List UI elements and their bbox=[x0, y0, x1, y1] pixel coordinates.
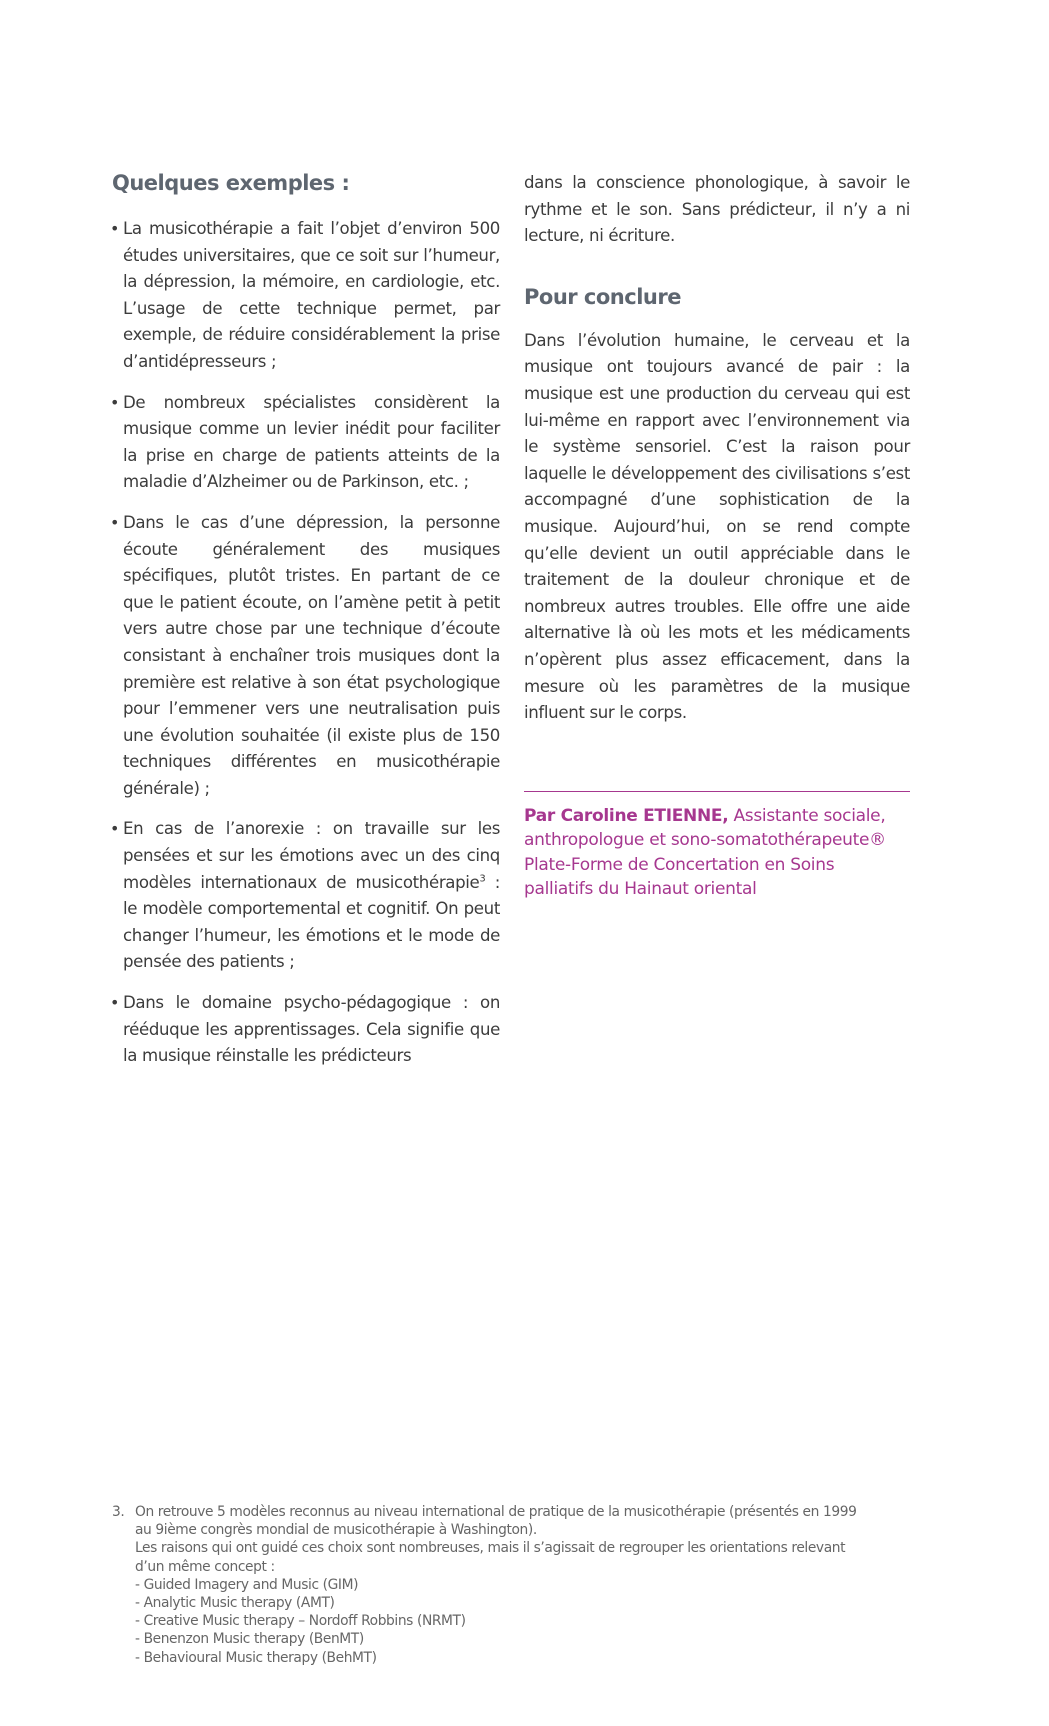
list-item-text-continued: : le modèle comportemental et cognitif. On peut changer l’humeur, les émotions et le mode de pensée des patients ; bbox=[123, 872, 500, 972]
list-item bbox=[112, 510, 500, 803]
bullet-marker: • bbox=[110, 993, 120, 1013]
examples-heading: Quelques exemples : bbox=[112, 171, 350, 195]
signature-line bbox=[524, 804, 910, 829]
footnote-reference: 3 bbox=[479, 873, 486, 885]
author-role: Assistante sociale, bbox=[728, 805, 886, 826]
list-item-text: La musicothérapie a fait l’objet d’environ 500 études universitaires, que ce soit sur l’humeur, la dépression, la mémoire, en cardiologie, etc. L’usage de cette technique permet, par exemple, de réduire considérablement la prise d’antidépresseurs ; bbox=[123, 219, 500, 371]
author-signature bbox=[524, 804, 910, 902]
footnote-line: d’un même concept : bbox=[135, 1558, 275, 1575]
footnote-body bbox=[135, 1503, 912, 1667]
footnote-line: - Behavioural Music therapy (BehMT) bbox=[135, 1649, 377, 1666]
footnote-line: - Guided Imagery and Music (GIM) bbox=[135, 1576, 359, 1593]
list-item-text: Dans le domaine psycho-pédagogique : on rééduque les apprentissages. Cela signifie que la musique réinstalle les prédicteurs bbox=[123, 993, 500, 1066]
author-name: Par Caroline ETIENNE, bbox=[524, 805, 729, 826]
bullet-marker: • bbox=[110, 512, 120, 532]
conclusion-paragraph: Dans l’évolution humaine, le cerveau et la musique ont toujours avancé de pair : la musique est une production du cerveau qui est lui-même en rapport avec l’environnement via le système sensoriel. C’est la raison pour laquelle le développement des civilisations s’est accompagné d’une sophistication de la musique. Aujourd’hui, on se rend compte qu’elle devient un outil appréciable dans le traitement de la douleur chronique et de nombreux autres troubles. Elle offre une aide alternative là où les mots et les médicaments n’opèrent plus assez efficacement, dans la mesure où les paramètres de la musique influent sur le corps. bbox=[524, 330, 910, 723]
footnote-line: Les raisons qui ont guidé ces choix sont nombreuses, mais il s’agissait de regrouper les orientations relevant bbox=[135, 1540, 846, 1557]
list-item-text: En cas de l’anorexie : on travaille sur les pensées et sur les émotions avec un des cinq modèles internationaux de musicothérapie bbox=[123, 819, 500, 892]
footnote-line: - Benenzon Music therapy (BenMT) bbox=[135, 1631, 364, 1648]
list-item-text: Dans le cas d’une dépression, la personne écoute généralement des musiques spécifiques, plutôt tristes. En partant de ce que le patient écoute, on l’amène petit à petit vers autre chose par une technique d’écoute consistant à enchaîner trois musiques dont la première est relative à son état psychologique pour l’emmener vers une neutralisation puis une évolution souhaitée (il existe plus de 150 techniques différentes en musicothérapie générale) ; bbox=[123, 512, 500, 798]
list-item bbox=[112, 216, 500, 376]
list-item bbox=[112, 816, 500, 976]
bullet-marker: • bbox=[110, 819, 120, 839]
footnote-number: 3. bbox=[112, 1504, 125, 1520]
bullet-marker: • bbox=[110, 392, 120, 412]
list-item bbox=[112, 390, 500, 496]
author-organization: Plate-Forme de Concertation en Soins bbox=[524, 854, 835, 875]
signature-divider bbox=[524, 791, 910, 792]
footnote-line: - Creative Music therapy – Nordoff Robbins (NRMT) bbox=[135, 1613, 466, 1630]
continued-paragraph: dans la conscience phonologique, à savoir le rythme et le son. Sans prédicteur, il n’y a ni lecture, ni écriture. bbox=[524, 173, 910, 246]
bullet-marker: • bbox=[110, 219, 120, 238]
examples-list bbox=[112, 216, 500, 1070]
footnote-line: au 9ième congrès mondial de musicothérapie à Washington). bbox=[135, 1522, 537, 1539]
footnote-line: On retrouve 5 modèles reconnus au niveau international de pratique de la musicothérapie (présentés en 1999 bbox=[135, 1504, 857, 1520]
footnote bbox=[112, 1503, 912, 1667]
list-item-text: De nombreux spécialistes considèrent la musique comme un levier inédit pour faciliter la prise en charge de patients atteints de la maladie d’Alzheimer ou de Parkinson, etc. ; bbox=[123, 392, 500, 492]
author-role-line: anthropologue et sono-somatothérapeute® bbox=[524, 830, 886, 851]
list-item bbox=[112, 990, 500, 1070]
author-organization-line: palliatifs du Hainaut oriental bbox=[524, 879, 757, 900]
left-column bbox=[112, 170, 500, 1084]
footnote-line: - Analytic Music therapy (AMT) bbox=[135, 1595, 335, 1612]
right-column bbox=[524, 170, 910, 902]
conclusion-heading: Pour conclure bbox=[524, 284, 681, 309]
